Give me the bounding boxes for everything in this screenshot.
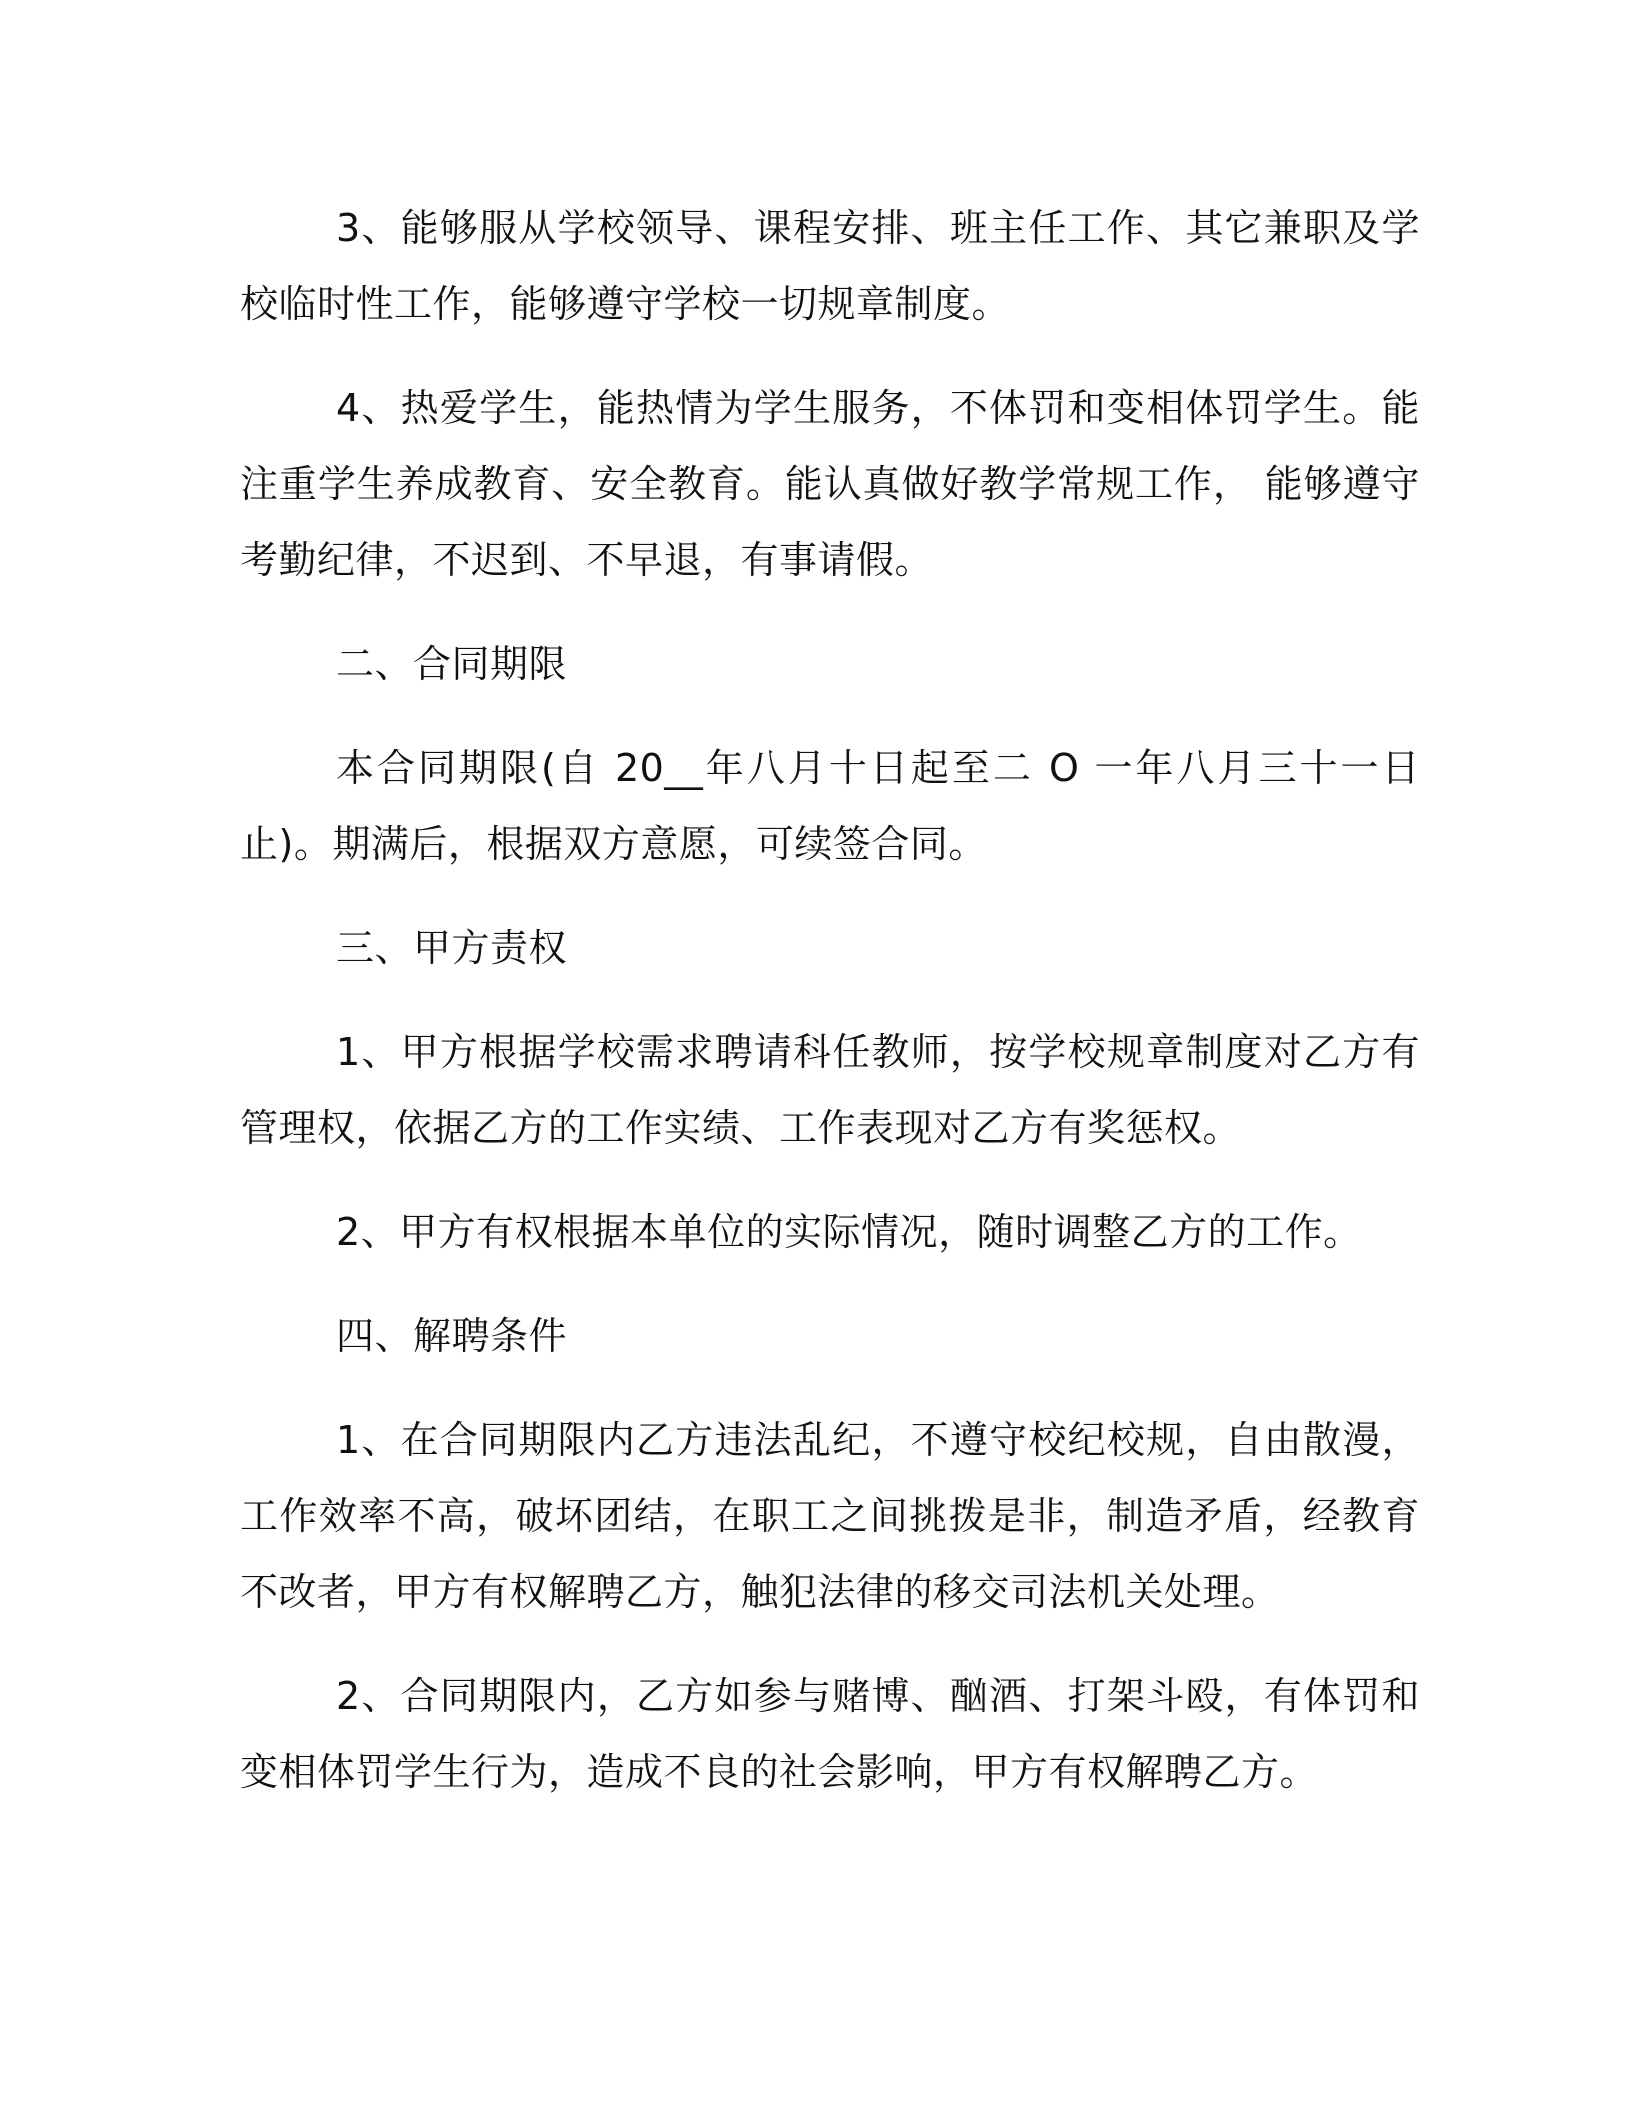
paragraph-3-obedience: 3、能够服从学校领导、课程安排、班主任工作、其它兼职及学校临时性工作，能够遵守学校一切规章制度。 bbox=[240, 206, 1420, 326]
section-heading-dismissal-conditions: 四、解聘条件 bbox=[336, 1314, 568, 1358]
paragraph-gap bbox=[240, 1374, 1420, 1402]
paragraph-party-a-right-2: 2、甲方有权根据本单位的实际情况，随时调整乙方的工作。 bbox=[336, 1210, 1362, 1254]
section-heading-party-a-rights: 三、甲方责权 bbox=[336, 926, 568, 970]
paragraph-dismissal-2: 2、合同期限内，乙方如参与赌博、酗酒、打架斗殴，有体罚和变相体罚学生行为，造成不良的社会影响，甲方有权解聘乙方。 bbox=[240, 1674, 1420, 1794]
paragraph-gap bbox=[240, 882, 1420, 910]
paragraph-gap bbox=[240, 1630, 1420, 1658]
section-heading-contract-term: 二、合同期限 bbox=[336, 642, 568, 686]
paragraph-4-student-care: 4、热爱学生，能热情为学生服务，不体罚和变相体罚学生。能注重学生养成教育、安全教育。能认真做好教学常规工作， 能够遵守考勤纪律，不迟到、不早退，有事请假。 bbox=[240, 386, 1420, 582]
paragraph-dismissal-1: 1、在合同期限内乙方违法乱纪，不遵守校纪校规，自由散漫，工作效率不高，破坏团结，在职工之间挑拨是非，制造矛盾，经教育不改者，甲方有权解聘乙方，触犯法律的移交司法机关处理。 bbox=[240, 1418, 1420, 1614]
paragraph-gap bbox=[240, 986, 1420, 1014]
paragraph-contract-term: 本合同期限(自 20__年八月十日起至二 O 一年八月三十一日止)。期满后，根据双方意愿，可续签合同。 bbox=[240, 746, 1420, 866]
paragraph-gap bbox=[240, 342, 1420, 370]
paragraph-party-a-right-1: 1、甲方根据学校需求聘请科任教师，按学校规章制度对乙方有管理权，依据乙方的工作实绩、工作表现对乙方有奖惩权。 bbox=[240, 1030, 1420, 1150]
document-page bbox=[240, 190, 1420, 1810]
paragraph-gap bbox=[240, 1270, 1420, 1298]
paragraph-gap bbox=[240, 702, 1420, 730]
paragraph-gap bbox=[240, 1166, 1420, 1194]
paragraph-gap bbox=[240, 598, 1420, 626]
